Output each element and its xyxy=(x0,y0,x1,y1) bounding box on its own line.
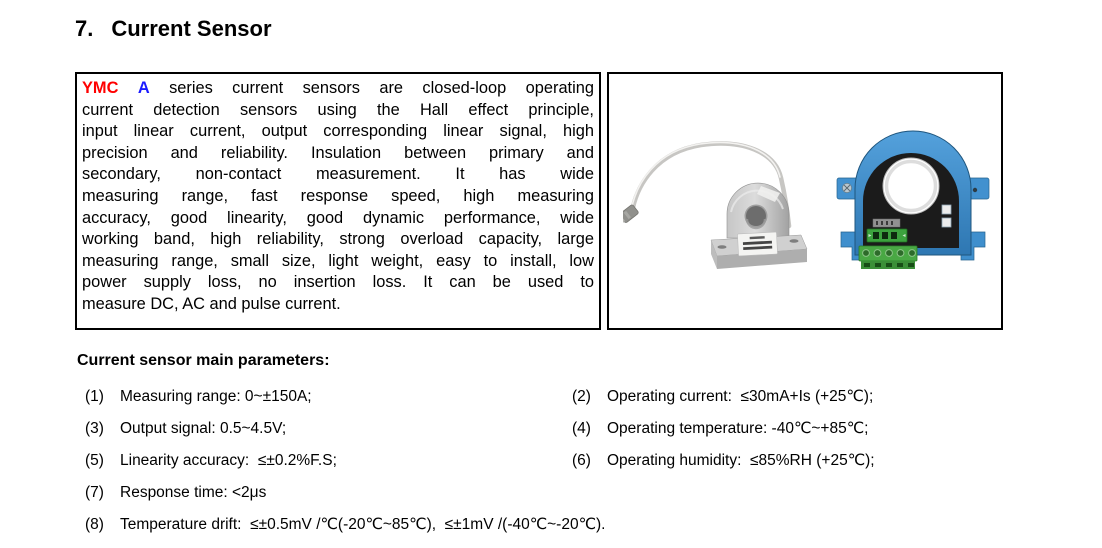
parameters-title: Current sensor main parameters: xyxy=(77,352,330,369)
parameter-item-8 xyxy=(85,515,1080,547)
right-screw xyxy=(973,188,977,192)
product-label xyxy=(737,232,777,256)
parameter-text: Measuring range: 0~±150A; xyxy=(120,388,312,405)
parameter-number: (2) xyxy=(572,388,591,405)
parameter-number: (8) xyxy=(85,516,104,533)
cable-sensor-photo xyxy=(623,136,818,276)
product-photos-box xyxy=(607,72,1003,330)
mounting-slot xyxy=(718,245,727,249)
description-line: precision and reliability. Insulation between primary and xyxy=(82,143,594,162)
terminal-slot xyxy=(875,263,881,267)
description-line: measuring range, small size, light weight, easy to install, low xyxy=(82,251,594,270)
indicator-square xyxy=(942,205,951,214)
parameter-item-4 xyxy=(572,419,1080,451)
description-line xyxy=(82,78,594,100)
section-title: Current Sensor xyxy=(111,16,272,41)
description-line: accuracy, good linearity, good dynamic performance, wide xyxy=(82,208,594,227)
description-box xyxy=(75,72,601,330)
parameter-number: (3) xyxy=(85,420,104,437)
cable-connector xyxy=(623,204,639,227)
terminal-screw xyxy=(886,250,893,257)
terminal-slot xyxy=(897,263,903,267)
parameter-number: (5) xyxy=(85,452,104,469)
terminal-screw xyxy=(897,250,904,257)
brand-series-a: A xyxy=(137,79,150,97)
parameter-text: Output signal: 0.5~4.5V; xyxy=(120,420,287,437)
terminal-slot xyxy=(886,263,892,267)
section-heading xyxy=(75,16,272,42)
description-line: measuring range, fast response speed, high measuring xyxy=(82,186,594,205)
panel-sensor-photo xyxy=(825,126,1001,276)
label-mark xyxy=(876,221,878,225)
terminal-screw xyxy=(874,250,881,257)
connector-pin xyxy=(873,232,879,239)
label-mark xyxy=(881,221,883,225)
description-line: power supply loss, no insertion loss. It can be used to xyxy=(82,273,594,292)
parameter-item-7 xyxy=(85,483,572,515)
brand-ymc: YMC xyxy=(82,79,119,97)
parameter-text: Operating current: ≤30mA+Is (+25℃); xyxy=(607,388,874,405)
parameter-text: Operating temperature: -40℃~+85℃; xyxy=(607,420,869,437)
terminal-screw xyxy=(909,250,916,257)
description-line: secondary, non-contact measurement. It has wide xyxy=(82,165,594,184)
parameter-item-1 xyxy=(85,387,572,419)
parameter-item-2 xyxy=(572,387,1080,419)
label-mark xyxy=(886,221,888,225)
label-mark xyxy=(891,221,893,225)
terminal-slot xyxy=(908,263,914,267)
parameter-item-6 xyxy=(572,451,1080,483)
parameter-number: (7) xyxy=(85,484,104,501)
connector-pin xyxy=(882,232,888,239)
parameter-item-3 xyxy=(85,419,572,451)
parameter-number: (4) xyxy=(572,420,591,437)
mounting-slot xyxy=(790,239,799,243)
parameter-item-5 xyxy=(85,451,572,483)
parameter-text: Response time: <2μs xyxy=(120,484,267,501)
indicator-square xyxy=(942,218,951,227)
parameter-number: (1) xyxy=(85,388,104,405)
description-line: current detection sensors using the Hall effect principle, xyxy=(82,100,594,119)
description-line: input linear current, output corresponding linear signal, high xyxy=(82,122,594,141)
description-first-line: series current sensors are closed-loop operating xyxy=(169,79,594,97)
parameters-list xyxy=(85,387,1080,547)
section-number: 7. xyxy=(75,16,94,41)
parameter-text: Temperature drift: ≤±0.5mV /℃(-20℃~85℃), ≤±1mV /(-40℃~-20℃). xyxy=(120,516,606,533)
parameter-text: Operating humidity: ≤85%RH (+25℃); xyxy=(607,452,875,469)
description-line: measure DC, AC and pulse current. xyxy=(82,294,341,313)
description-line: working band, high reliability, strong overload capacity, large xyxy=(82,230,594,249)
parameter-number: (6) xyxy=(572,452,591,469)
connector-pin xyxy=(891,232,897,239)
terminal-screw xyxy=(863,250,870,257)
intro-row xyxy=(75,72,1003,330)
parameter-text: Linearity accuracy: ≤±0.2%F.S; xyxy=(120,452,337,469)
terminal-slot xyxy=(864,263,870,267)
